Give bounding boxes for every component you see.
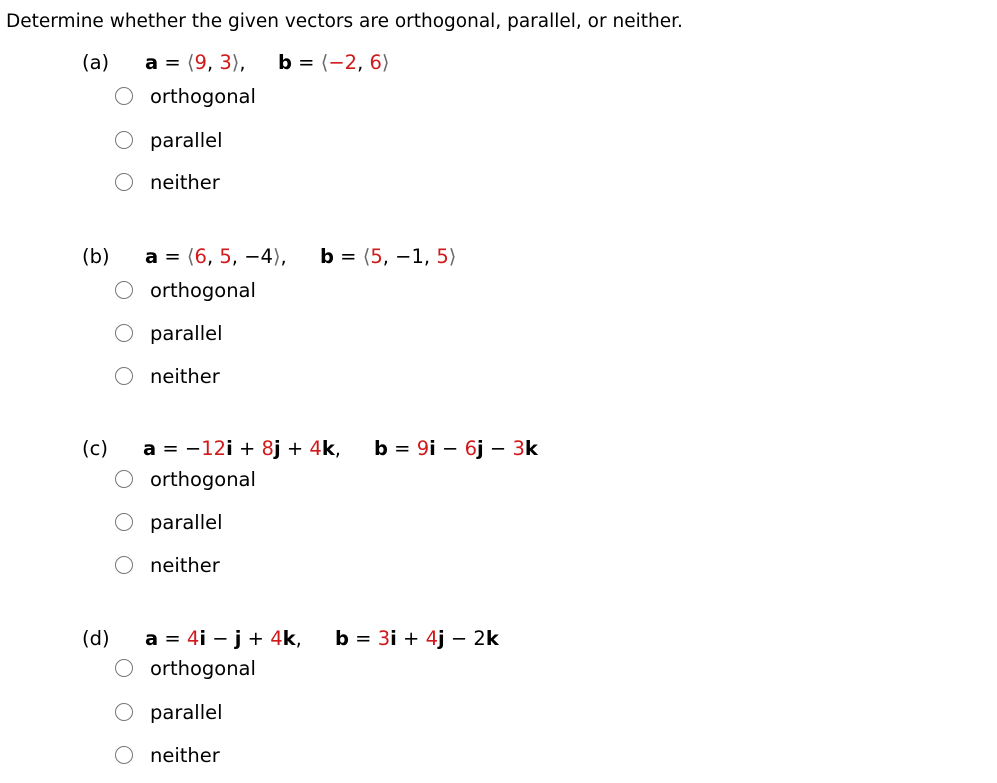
expression-token: ,	[334, 437, 341, 460]
expression-token: i	[226, 437, 233, 460]
expression-token: +	[241, 627, 271, 650]
expression-token: =	[158, 51, 187, 74]
option-neither[interactable]	[115, 365, 315, 389]
expression-token: ,	[206, 51, 220, 74]
option-label: parallel	[150, 511, 223, 534]
expression-token: 6	[369, 51, 382, 74]
expression-token: k	[524, 437, 538, 460]
expression-token: 5	[370, 245, 383, 268]
expression-token: −	[184, 437, 202, 460]
expression-token: −1	[395, 245, 424, 268]
option-label: parallel	[150, 322, 223, 345]
expression-token: b	[335, 627, 349, 650]
vector-b-expression	[320, 243, 456, 271]
part-a-header	[0, 49, 997, 77]
option-parallel[interactable]	[115, 322, 315, 346]
vector-a-expression	[143, 435, 341, 463]
radio-button[interactable]	[115, 703, 133, 721]
option-parallel[interactable]	[115, 701, 315, 725]
radio-button[interactable]	[115, 659, 133, 677]
radio-button[interactable]	[115, 281, 133, 299]
option-label: neither	[150, 554, 220, 577]
expression-token: ,	[239, 51, 246, 74]
expression-token: j	[438, 627, 445, 650]
expression-token: ⟨	[362, 245, 371, 268]
radio-button[interactable]	[115, 470, 133, 488]
part-b-header	[0, 243, 997, 271]
vector-a-expression	[145, 625, 302, 653]
expression-token: ,	[280, 245, 287, 268]
expression-token: +	[280, 437, 310, 460]
vector-b-expression	[374, 435, 538, 463]
expression-token: 6	[464, 437, 477, 460]
expression-token: =	[156, 437, 185, 460]
expression-token: =	[333, 245, 363, 268]
expression-token: i	[429, 437, 436, 460]
expression-token: k	[282, 627, 296, 650]
vector-b-expression	[278, 49, 390, 77]
expression-token: i	[199, 627, 207, 650]
expression-token: 3	[219, 51, 232, 74]
expression-token: a	[145, 51, 159, 74]
expression-token: a	[145, 627, 159, 650]
option-orthogonal[interactable]	[115, 657, 315, 681]
option-label: orthogonal	[150, 468, 256, 491]
radio-button[interactable]	[115, 367, 133, 385]
expression-token: =	[158, 245, 187, 268]
radio-button[interactable]	[115, 324, 133, 342]
expression-token: a	[143, 437, 157, 460]
expression-token: −4	[244, 245, 273, 268]
expression-token: 8	[261, 437, 274, 460]
expression-token: −2	[328, 51, 358, 74]
expression-token: ⟩	[448, 245, 457, 268]
option-orthogonal[interactable]	[115, 468, 315, 492]
expression-token: 9	[416, 437, 430, 460]
expression-token: 5	[436, 245, 449, 268]
part-c-header	[0, 435, 997, 463]
option-label: parallel	[150, 701, 223, 724]
option-neither[interactable]	[115, 744, 315, 768]
expression-token: −	[206, 627, 235, 650]
option-label: neither	[150, 744, 220, 767]
expression-token: ⟨	[186, 245, 195, 268]
expression-token: 4	[425, 627, 438, 650]
expression-token: =	[348, 627, 378, 650]
expression-token: 4	[270, 627, 283, 650]
expression-token: ⟨	[320, 51, 329, 74]
expression-token: b	[374, 437, 388, 460]
expression-token: ,	[231, 245, 245, 268]
expression-token: +	[396, 627, 426, 650]
expression-token: 3	[512, 437, 525, 460]
expression-token: k	[485, 627, 499, 650]
option-label: neither	[150, 365, 220, 388]
expression-token: 3	[377, 627, 391, 650]
expression-token: 4	[309, 437, 322, 460]
part-b-label: (b)	[82, 245, 110, 268]
option-orthogonal[interactable]	[115, 85, 315, 109]
expression-token: ⟨	[186, 51, 195, 74]
radio-button[interactable]	[115, 131, 133, 149]
option-parallel[interactable]	[115, 511, 315, 535]
expression-token: ,	[206, 245, 220, 268]
part-d-header	[0, 625, 997, 653]
expression-token: ⟩	[272, 245, 281, 268]
radio-button[interactable]	[115, 513, 133, 531]
expression-token: b	[278, 51, 292, 74]
radio-button[interactable]	[115, 556, 133, 574]
expression-token: 6	[194, 245, 207, 268]
expression-token: j	[273, 437, 281, 460]
expression-token: ,	[423, 245, 437, 268]
instruction-text: Determine whether the given vectors are orthogonal, parallel, or neither.	[6, 11, 683, 32]
expression-token: =	[158, 627, 187, 650]
option-label: orthogonal	[150, 657, 256, 680]
expression-token: − 2	[444, 627, 486, 650]
vector-a-expression	[145, 49, 246, 77]
expression-token: 4	[186, 627, 200, 650]
expression-token: j	[477, 437, 484, 460]
option-parallel[interactable]	[115, 129, 315, 153]
vector-a-expression	[145, 243, 287, 271]
part-a-label: (a)	[82, 51, 110, 74]
radio-button[interactable]	[115, 173, 133, 191]
option-neither[interactable]	[115, 554, 315, 578]
vector-b-expression	[335, 625, 499, 653]
expression-token: ,	[357, 51, 370, 74]
radio-button[interactable]	[115, 746, 133, 764]
option-label: orthogonal	[150, 279, 256, 302]
part-c-label: (c)	[82, 437, 108, 460]
expression-token: a	[145, 245, 159, 268]
expression-token: ⟩	[381, 51, 390, 74]
expression-token: =	[387, 437, 417, 460]
expression-token: ⟩	[231, 51, 240, 74]
expression-token: i	[390, 627, 397, 650]
expression-token: k	[321, 437, 335, 460]
expression-token: −	[435, 437, 465, 460]
option-neither[interactable]	[115, 171, 315, 195]
option-label: orthogonal	[150, 85, 256, 108]
expression-token: 9	[194, 51, 207, 74]
option-orthogonal[interactable]	[115, 279, 315, 303]
expression-token: +	[232, 437, 262, 460]
radio-button[interactable]	[115, 87, 133, 105]
expression-token: ,	[382, 245, 396, 268]
expression-token: j	[234, 627, 242, 650]
expression-token: 5	[219, 245, 232, 268]
option-label: parallel	[150, 129, 223, 152]
expression-token: ,	[295, 627, 302, 650]
expression-token: −	[483, 437, 513, 460]
expression-token: 12	[201, 437, 227, 460]
option-label: neither	[150, 171, 220, 194]
expression-token: =	[291, 51, 321, 74]
expression-token: b	[320, 245, 334, 268]
part-d-label: (d)	[82, 627, 110, 650]
